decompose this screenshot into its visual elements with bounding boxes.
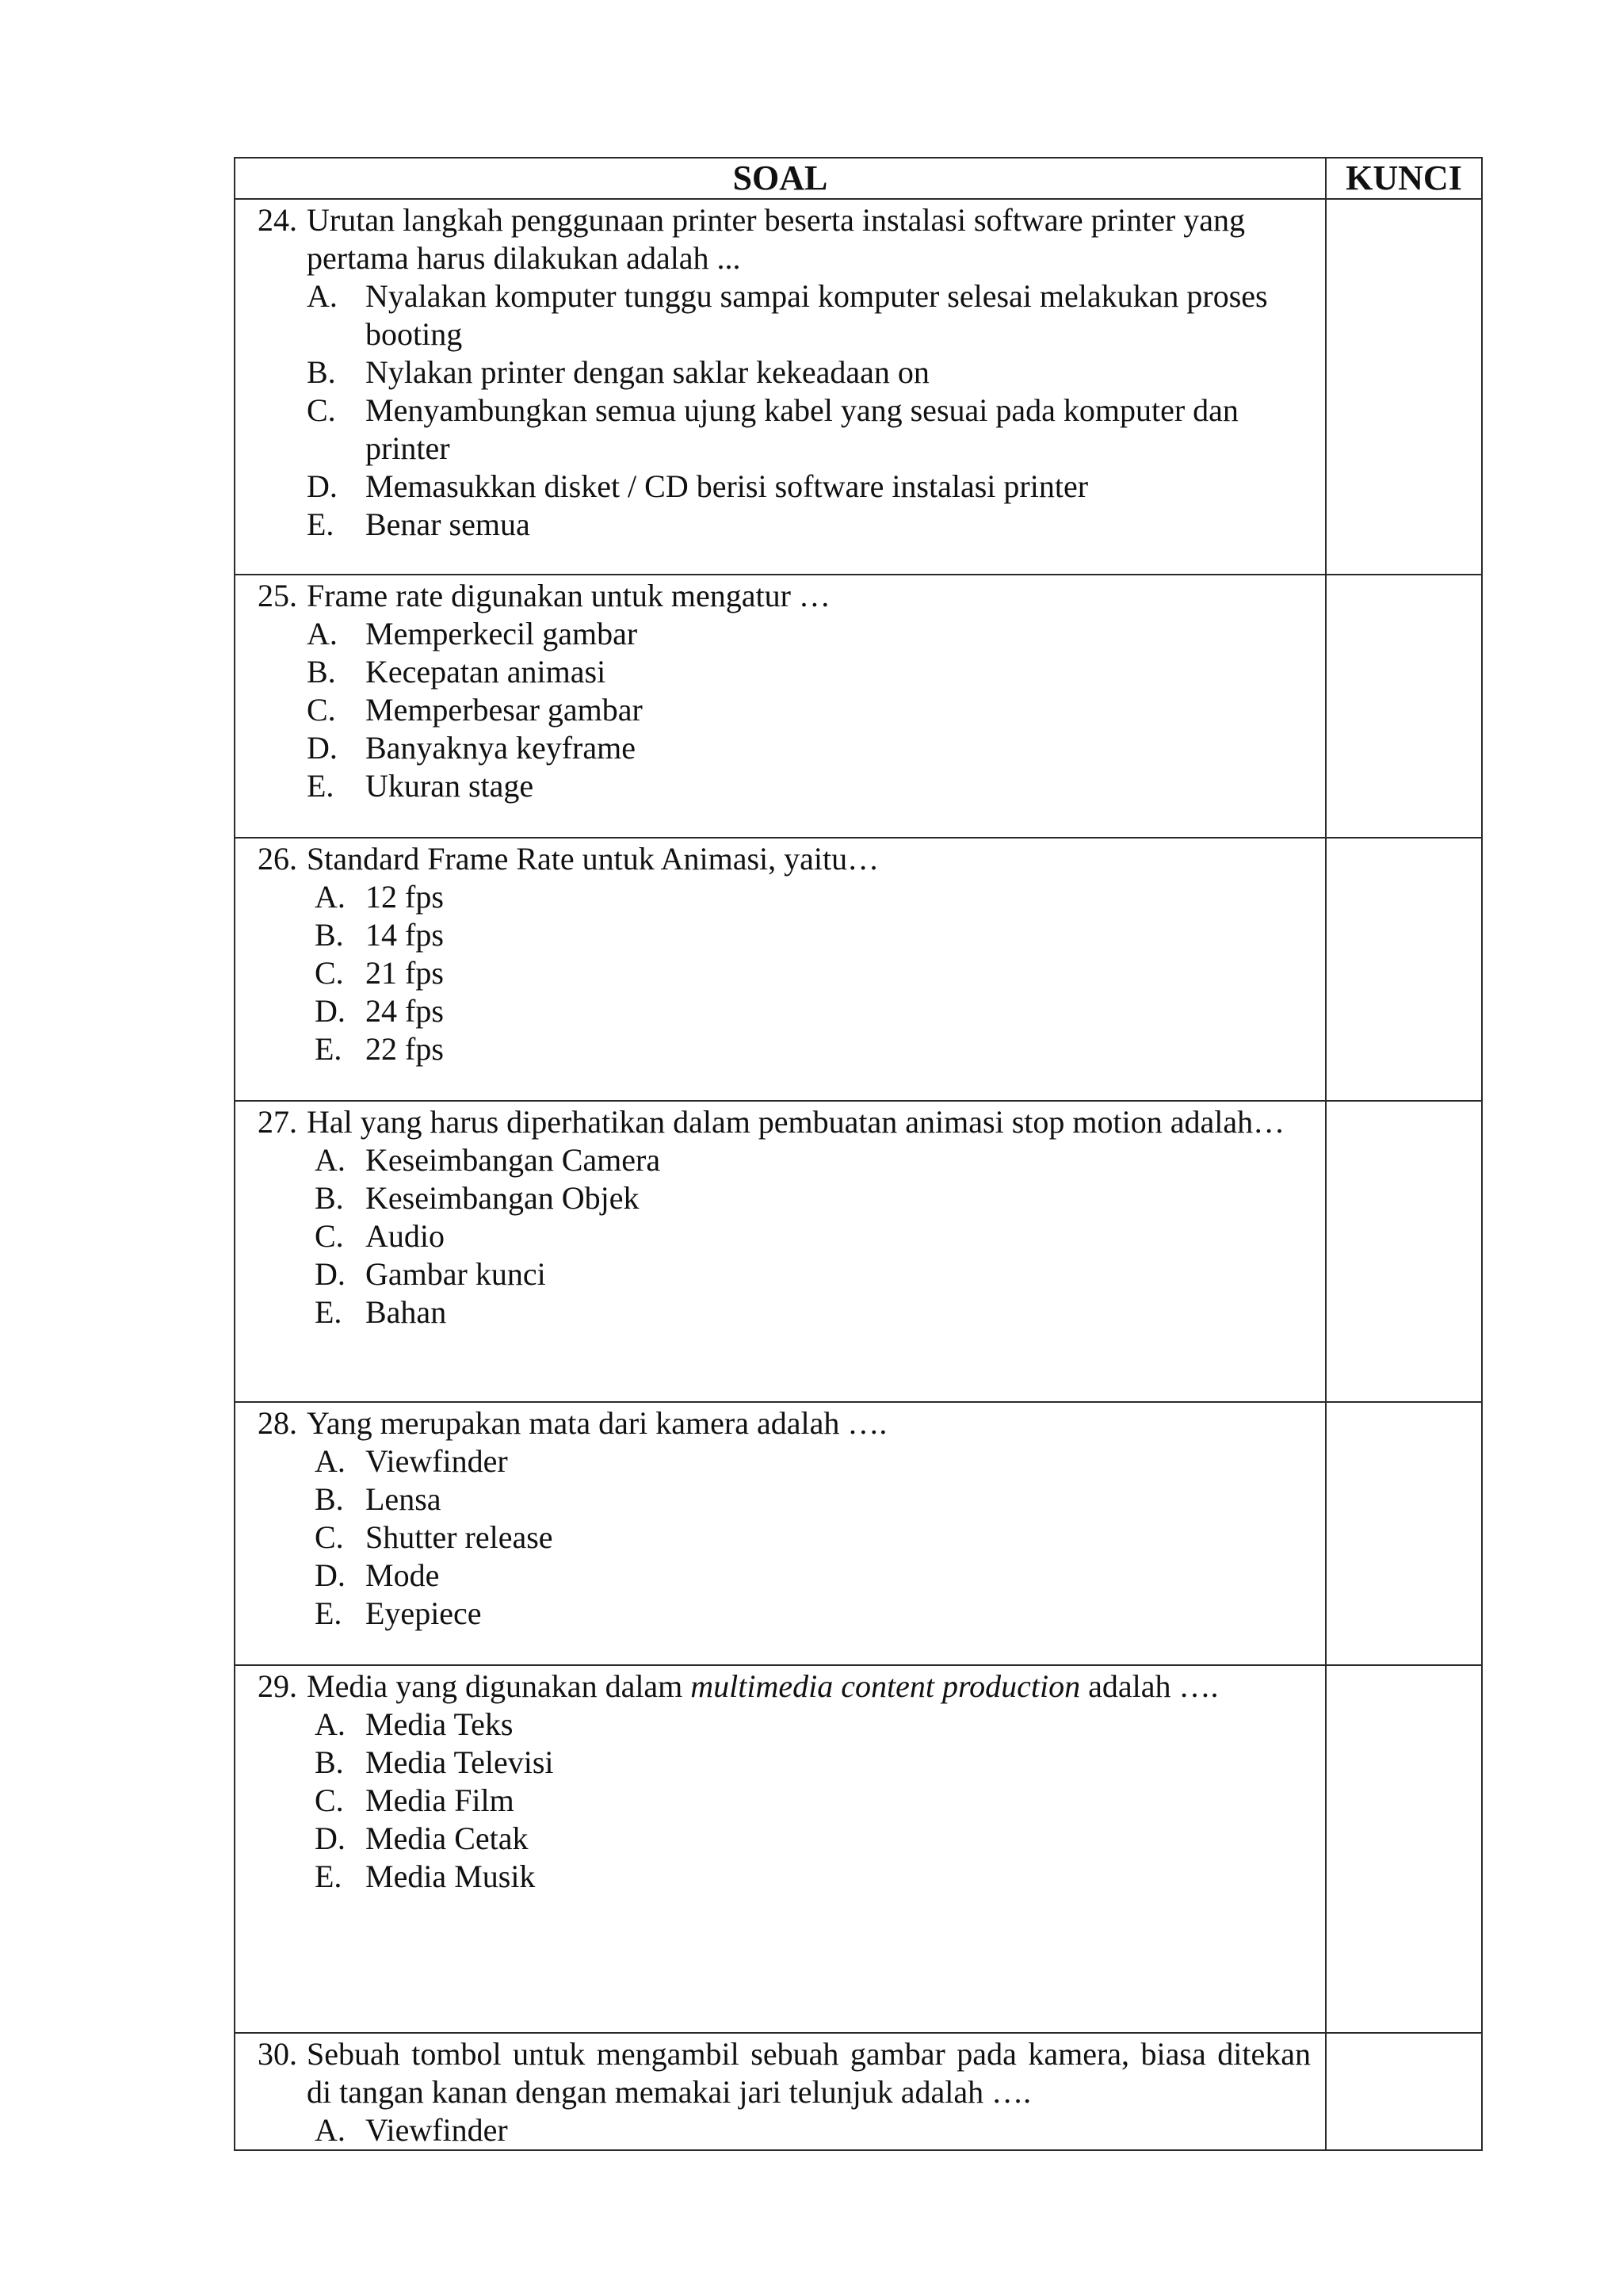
answer-key-cell xyxy=(1326,1665,1482,2033)
option-c: C. Memperbesar gambar xyxy=(307,692,643,728)
option-e: E. Media Musik xyxy=(315,1859,536,1894)
option-e: E. Bahan xyxy=(315,1294,447,1330)
option-d: D. Mode xyxy=(315,1557,440,1593)
question-cell xyxy=(235,1101,1326,1402)
question-text: Yang merupakan mata dari kamera adalah …. xyxy=(307,1405,888,1441)
answer-key-cell xyxy=(1326,838,1482,1101)
option-e: E. Ukuran stage xyxy=(307,768,534,804)
option-c: C. Media Film xyxy=(315,1782,514,1818)
option-e: E. Benar semua xyxy=(307,506,530,542)
option-d: D. Banyaknya keyframe xyxy=(307,730,636,766)
question-number: 27. xyxy=(258,1104,297,1140)
question-cell xyxy=(235,1665,1326,2033)
question-row-30 xyxy=(235,2033,1482,2150)
answer-key-cell xyxy=(1326,1101,1482,1402)
option-b: B. Kecepatan animasi xyxy=(307,654,606,690)
question-text: Media yang digunakan dalam multimedia content production adalah …. xyxy=(307,1668,1219,1704)
answer-key-cell xyxy=(1326,199,1482,575)
question-number: 26. xyxy=(258,841,297,877)
option-a: A. Viewfinder xyxy=(315,1443,508,1479)
option-a: A. Viewfinder xyxy=(315,2112,508,2148)
answer-key-cell xyxy=(1326,575,1482,838)
answer-key-cell xyxy=(1326,1402,1482,1665)
question-text: Frame rate digunakan untuk mengatur … xyxy=(307,578,831,613)
question-number: 30. xyxy=(258,2036,297,2072)
option-b: B. Media Televisi xyxy=(315,1744,554,1780)
option-a: A. Media Teks xyxy=(315,1706,514,1742)
question-cell xyxy=(235,575,1326,838)
question-table xyxy=(234,157,1483,2151)
question-row-27 xyxy=(235,1101,1482,1402)
option-d: D. Media Cetak xyxy=(315,1820,529,1856)
question-cell xyxy=(235,2033,1326,2150)
option-a: A. Keseimbangan Camera xyxy=(315,1142,661,1178)
option-c: C. Shutter release xyxy=(315,1519,553,1555)
header-soal: SOAL xyxy=(235,158,1326,199)
question-number: 24. xyxy=(258,202,297,238)
option-c: C. Audio xyxy=(315,1218,445,1254)
question-cell xyxy=(235,199,1326,575)
header-kunci: KUNCI xyxy=(1326,158,1482,199)
question-text: Hal yang harus diperhatikan dalam pembuatan animasi stop motion adalah… xyxy=(307,1104,1285,1140)
option-d: D. Gambar kunci xyxy=(315,1256,546,1292)
option-a: A. Nyalakan komputer tunggu sampai komputer selesai melakukan proses booting xyxy=(307,278,1268,352)
question-row-26 xyxy=(235,838,1482,1101)
option-e: E. 22 fps xyxy=(315,1031,444,1067)
question-number: 29. xyxy=(258,1668,297,1704)
table-header-row xyxy=(235,158,1482,199)
question-cell xyxy=(235,1402,1326,1665)
option-b: B. Nylakan printer dengan saklar kekeadaan on xyxy=(307,354,930,390)
question-number: 25. xyxy=(258,578,297,613)
option-c: C. 21 fps xyxy=(315,955,444,991)
answer-key-cell xyxy=(1326,2033,1482,2150)
question-text: Standard Frame Rate untuk Animasi, yaitu… xyxy=(307,841,880,877)
question-number: 28. xyxy=(258,1405,297,1441)
option-b: B. Keseimbangan Objek xyxy=(315,1180,640,1216)
question-cell xyxy=(235,838,1326,1101)
question-text: Sebuah tombol untuk mengambil sebuah gambar pada kamera, biasa ditekan di tangan kanan dengan memakai jari telunjuk adalah …. xyxy=(307,2036,1311,2110)
question-row-24 xyxy=(235,199,1482,575)
option-d: D. 24 fps xyxy=(315,993,444,1029)
option-c: C. Menyambungkan semua ujung kabel yang sesuai pada komputer dan printer xyxy=(307,392,1239,466)
option-a: A. Memperkecil gambar xyxy=(307,616,638,651)
option-e: E. Eyepiece xyxy=(315,1595,482,1631)
question-row-25 xyxy=(235,575,1482,838)
question-text: Urutan langkah penggunaan printer beserta instalasi software printer yang pertama harus dilakukan adalah ... xyxy=(307,202,1246,276)
option-b: B. Lensa xyxy=(315,1481,441,1517)
question-row-28 xyxy=(235,1402,1482,1665)
question-row-29 xyxy=(235,1665,1482,2033)
option-d: D. Memasukkan disket / CD berisi software instalasi printer xyxy=(307,468,1089,504)
option-a: A. 12 fps xyxy=(315,879,444,915)
option-b: B. 14 fps xyxy=(315,917,444,953)
